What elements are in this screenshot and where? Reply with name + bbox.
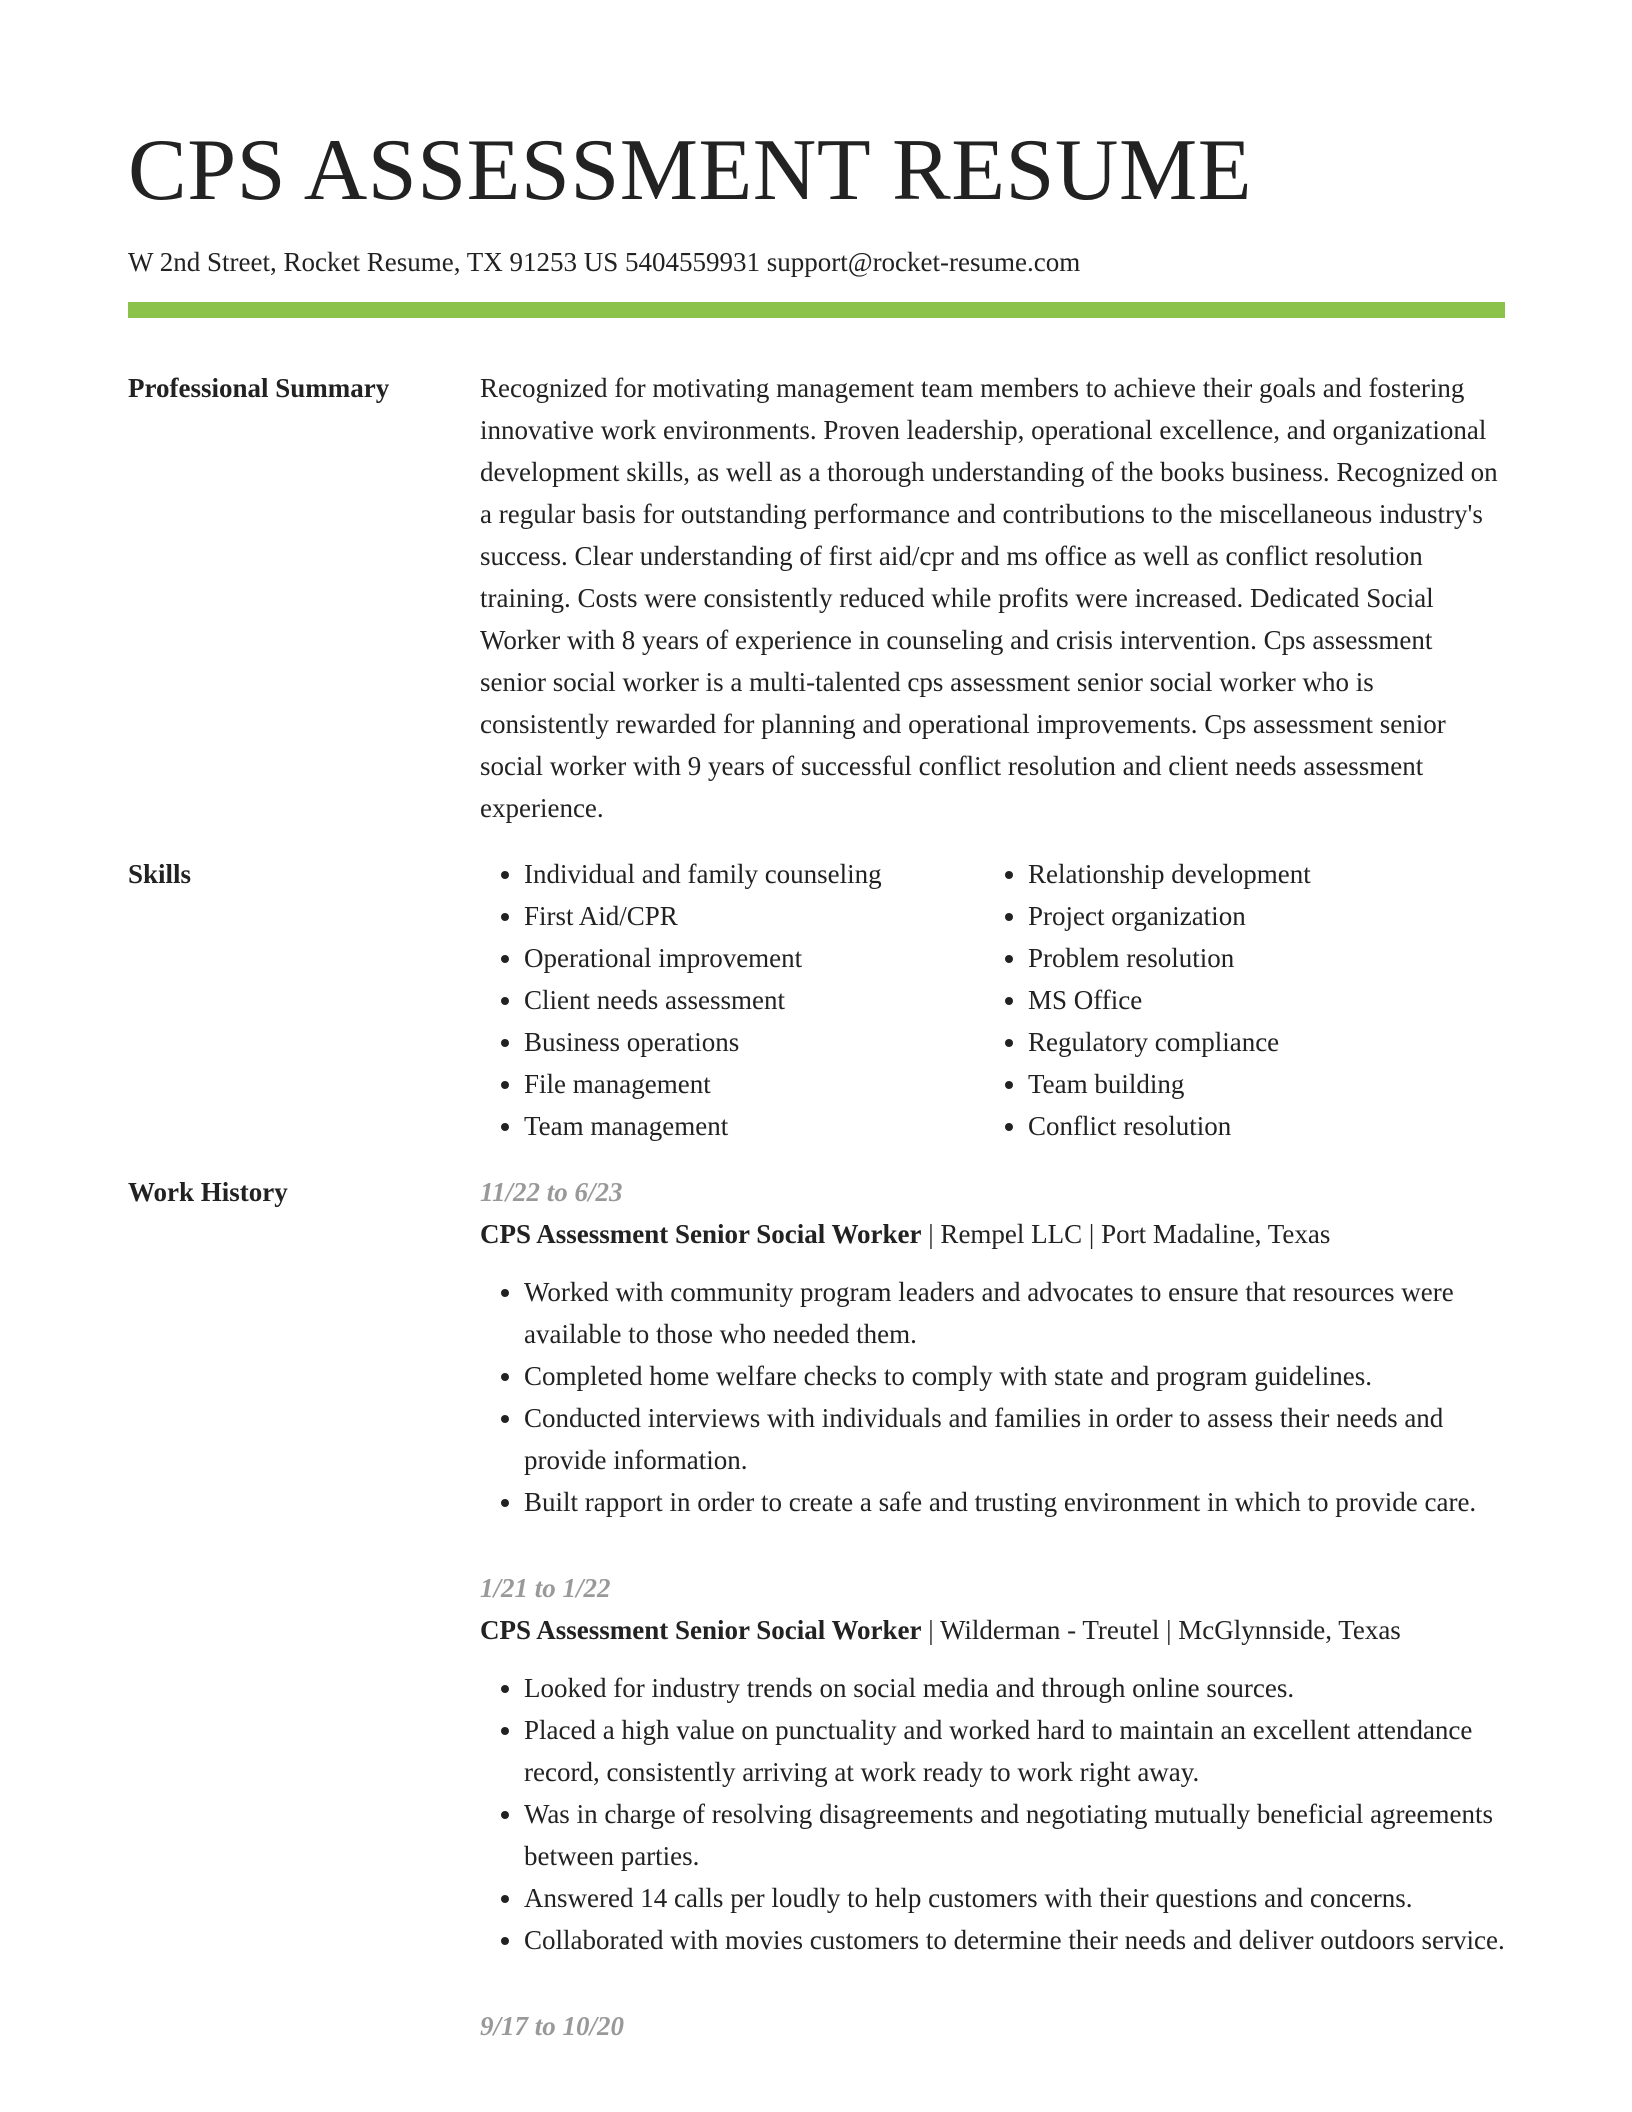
job-bullets [480,1271,1505,1523]
job-header [480,1213,1505,1255]
job-entry [480,1171,1505,1523]
skill-item: • Problem resolution [1028,937,1488,979]
skill-item: • Operational improvement [524,937,984,979]
job-bullet: • Placed a high value on punctuality and worked hard to maintain an excellent attendance record, consistently arriving at work ready to work right away. [524,1709,1505,1793]
contact-line: W 2nd Street, Rocket Resume, TX 91253 US 5404559931 support@rocket-resume.com [128,247,1081,277]
work-history-body [480,1171,1505,2091]
job-dates: 11/22 to 6/23 [480,1177,623,1207]
section-label-summary: Professional Summary [128,373,390,403]
skill-item: • Relationship development [1028,853,1488,895]
job-bullet: • Collaborated with movies customers to determine their needs and deliver outdoors service. [524,1919,1505,1961]
job-title: CPS Assessment Senior Social Worker [480,1219,922,1249]
job-dates: 1/21 to 1/22 [480,1573,611,1603]
skill-item: • Regulatory compliance [1028,1021,1488,1063]
skills-section [128,853,1505,1147]
skills-list-left [480,853,984,1147]
skill-item: • MS Office [1028,979,1488,1021]
job-details: | Rempel LLC | Port Madaline, Texas [921,1219,1331,1249]
job-bullet: • Worked with community program leaders and advocates to ensure that resources were available to those who needed them. [524,1271,1505,1355]
summary-text: Recognized for motivating management team members to achieve their goals and fostering innovative work environments. Proven leadership, operational excellence, and organizational development skills, as well as a thorough understanding of the books business. Recognized on a regular basis for outstanding performance and contributions to the miscellaneous industry's success. Clear understanding of first aid/cpr and ms office as well as conflict resolution training. Costs were consistently reduced while profits were increased. Dedicated Social Worker with 8 years of experience in counseling and crisis intervention. Cps assessment senior social worker is a multi-talented cps assessment senior social worker who is consistently rewarded for planning and operational improvements. Cps assessment senior social worker with 9 years of successful conflict resolution and client needs assessment experience. [480,373,1498,823]
skill-item: • File management [524,1063,984,1105]
section-label-work: Work History [128,1177,288,1207]
skills-list-right [984,853,1488,1147]
work-history-section [128,1171,1505,2091]
job-entry [480,2005,1505,2047]
section-label-skills: Skills [128,859,192,889]
job-bullet: • Answered 14 calls per loudly to help customers with their questions and concerns. [524,1877,1505,1919]
resume-title: CPS ASSESSMENT RESUME [128,122,1252,219]
professional-summary-section [128,367,1505,829]
job-details: | Wilderman - Treutel | McGlynnside, Texas [921,1615,1401,1645]
skill-item: • Conflict resolution [1028,1105,1488,1147]
job-entry [480,1567,1505,1961]
job-dates: 9/17 to 10/20 [480,2011,625,2041]
skill-item: • Client needs assessment [524,979,984,1021]
summary-body [480,367,1505,829]
job-bullet: • Was in charge of resolving disagreements and negotiating mutually beneficial agreements between parties. [524,1793,1505,1877]
skill-item: • First Aid/CPR [524,895,984,937]
job-bullet: • Completed home welfare checks to comply with state and program guidelines. [524,1355,1505,1397]
skill-item: • Project organization [1028,895,1488,937]
job-bullet: • Built rapport in order to create a safe and trusting environment in which to provide care. [524,1481,1505,1523]
skill-item: • Individual and family counseling [524,853,984,895]
skill-item: • Team management [524,1105,984,1147]
skill-item: • Business operations [524,1021,984,1063]
skills-columns [480,853,1505,1147]
job-header [480,1609,1505,1651]
job-bullet: • Conducted interviews with individuals and families in order to assess their needs and provide information. [524,1397,1505,1481]
accent-divider [128,302,1505,318]
job-title: CPS Assessment Senior Social Worker [480,1615,922,1645]
job-bullet: • Looked for industry trends on social media and through online sources. [524,1667,1505,1709]
job-bullets [480,1667,1505,1961]
resume-page [128,0,1505,2091]
skill-item: • Team building [1028,1063,1488,1105]
